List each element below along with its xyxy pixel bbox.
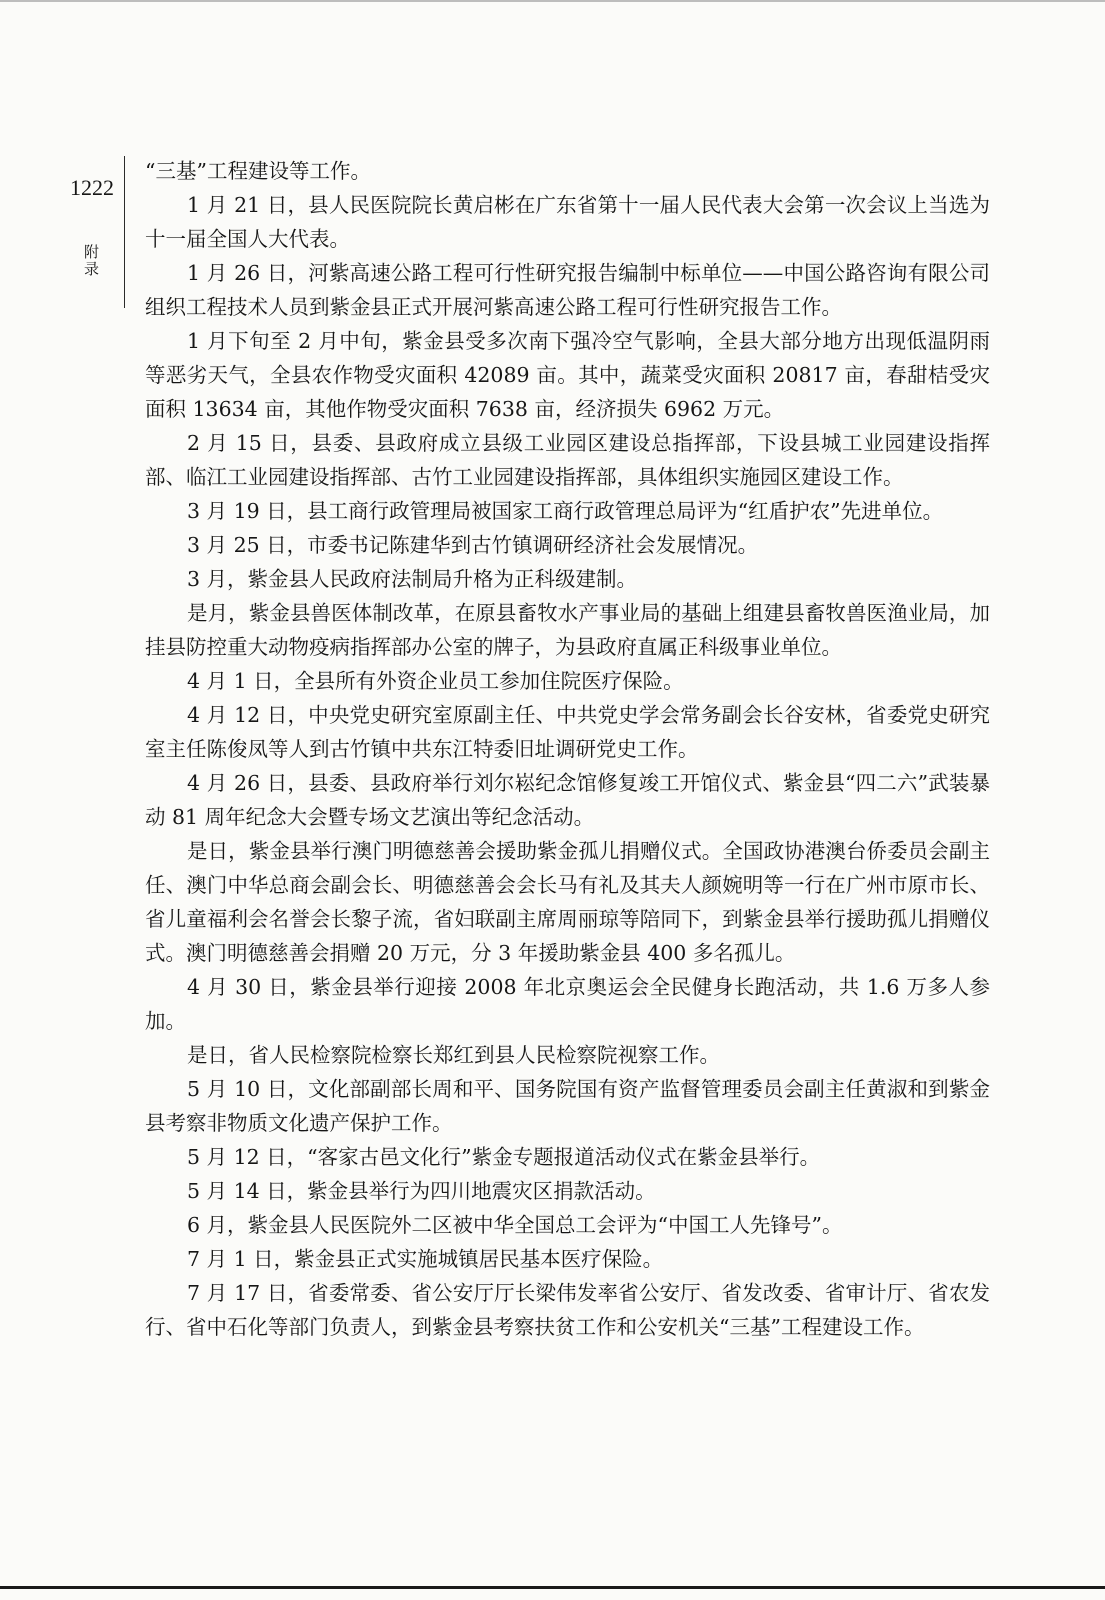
- top-edge-rule: [0, 0, 1105, 2]
- paragraph: 是日，省人民检察院检察长郑红到县人民检察院视察工作。: [187, 1043, 720, 1067]
- section-label: 附录: [84, 243, 100, 278]
- paragraph: 4 月 1 日，全县所有外资企业员工参加住院医疗保险。: [187, 669, 684, 693]
- paragraph: 4 月 30 日，紫金县举行迎接 2008 年北京奥运会全民健身长跑活动，共 1.6 万多人参加。: [145, 975, 990, 1033]
- paragraph: 6 月，紫金县人民医院外二区被中华全国总工会评为“中国工人先锋号”。: [187, 1213, 843, 1237]
- page-margin: [70, 176, 120, 278]
- paragraph: 4 月 12 日，中央党史研究室原副主任、中共党史学会常务副会长谷安林，省委党史研究室主任陈俊凤等人到古竹镇中共东江特委旧址调研党史工作。: [145, 703, 990, 761]
- margin-divider: [124, 156, 125, 308]
- paragraph: 4 月 26 日，县委、县政府举行刘尔崧纪念馆修复竣工开馆仪式、紫金县“四二六”武装暴动 81 周年纪念大会暨专场文艺演出等纪念活动。: [145, 771, 990, 829]
- bottom-edge-rule: [0, 1586, 1105, 1589]
- paragraph: 1 月 26 日，河紫高速公路工程可行性研究报告编制中标单位——中国公路咨询有限公司组织工程技术人员到紫金县正式开展河紫高速公路工程可行性研究报告工作。: [145, 261, 990, 319]
- page-number: 1222: [70, 175, 114, 200]
- paragraph: 7 月 17 日，省委常委、省公安厅厅长梁伟发率省公安厅、省发改委、省审计厅、省农发行、省中石化等部门负责人，到紫金县考察扶贫工作和公安机关“三基”工程建设工作。: [145, 1281, 990, 1339]
- paragraph: 1 月 21 日，县人民医院院长黄启彬在广东省第十一届人民代表大会第一次会议上当选为十一届全国人大代表。: [145, 193, 990, 251]
- body-text: [145, 154, 990, 1344]
- paragraph: 2 月 15 日，县委、县政府成立县级工业园区建设总指挥部，下设县城工业园建设指挥部、临江工业园建设指挥部、古竹工业园建设指挥部，具体组织实施园区建设工作。: [145, 431, 990, 489]
- paragraph: 1 月下旬至 2 月中旬，紫金县受多次南下强冷空气影响，全县大部分地方出现低温阴雨等恶劣天气，全县农作物受灾面积 42089 亩。其中，蔬菜受灾面积 20817 亩，春甜桔受灾面积 13634 亩，其他作物受灾面积 7638 亩，经济损失 6962 万元。: [145, 329, 990, 421]
- paragraph: 3 月 25 日，市委书记陈建华到古竹镇调研经济社会发展情况。: [187, 533, 759, 557]
- paragraph: 是日，紫金县举行澳门明德慈善会援助紫金孤儿捐赠仪式。全国政协港澳台侨委员会副主任、澳门中华总商会副会长、明德慈善会会长马有礼及其夫人颜婉明等一行在广州市原市长、省儿童福利会名誉会长黎子流，省妇联副主席周丽琼等陪同下，到紫金县举行援助孤儿捐赠仪式。澳门明德慈善会捐赠 20 万元，分 3 年援助紫金县 400 多名孤儿。: [145, 839, 990, 965]
- paragraph: 7 月 1 日，紫金县正式实施城镇居民基本医疗保险。: [187, 1247, 664, 1271]
- paragraph: “三基”工程建设等工作。: [145, 159, 371, 183]
- paragraph: 是月，紫金县兽医体制改革，在原县畜牧水产事业局的基础上组建县畜牧兽医渔业局，加挂县防控重大动物疫病指挥部办公室的牌子，为县政府直属正科级事业单位。: [145, 601, 990, 659]
- paragraph: 5 月 14 日，紫金县举行为四川地震灾区捐款活动。: [187, 1179, 656, 1203]
- paragraph: 5 月 12 日，“客家古邑文化行”紫金专题报道活动仪式在紫金县举行。: [187, 1145, 821, 1169]
- paragraph: 3 月，紫金县人民政府法制局升格为正科级建制。: [187, 567, 638, 591]
- paragraph: 3 月 19 日，县工商行政管理局被国家工商行政管理总局评为“红盾护农”先进单位。: [187, 499, 944, 523]
- paragraph: 5 月 10 日，文化部副部长周和平、国务院国有资产监督管理委员会副主任黄淑和到紫金县考察非物质文化遗产保护工作。: [145, 1077, 990, 1135]
